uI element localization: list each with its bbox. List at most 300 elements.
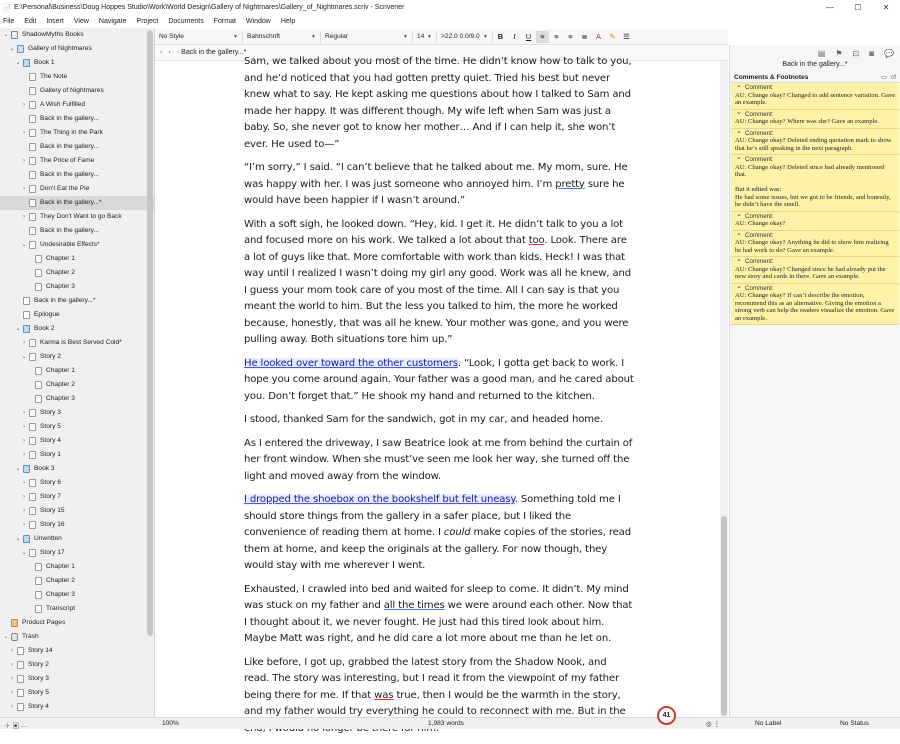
binder-item[interactable] [0, 546, 154, 560]
document-icon [29, 185, 36, 193]
binder-item-label: Chapter 1 [46, 563, 75, 570]
chevron-right-icon[interactable]: › [11, 704, 13, 710]
comment-header[interactable]: ⌄ Comment: [735, 156, 896, 164]
binder-item-label: ShadowMyths Books [22, 31, 84, 38]
highlight-icon[interactable]: ✎ [609, 32, 616, 41]
binder-item[interactable] [0, 644, 154, 658]
chevron-down-icon[interactable]: ⌄ [15, 60, 21, 66]
text-run: . “Look, I gotta get back to work. I hope you come around again. Your father was a good man, and he cared about you. Don’t forget that.” He shook my hand and returned to the kitchen. [244, 357, 634, 402]
add-comment-icon[interactable]: ▭ ⁣ cf [880, 74, 896, 81]
chevron-down-icon[interactable]: ⌄ [15, 326, 21, 332]
chevron-right-icon[interactable]: › [23, 214, 25, 220]
zoom-select[interactable]: 100% [162, 720, 179, 727]
binder-item-label: Story 2 [40, 353, 61, 360]
comment-header[interactable]: ⌄ Comment: [735, 213, 896, 221]
document-icon [29, 507, 36, 515]
binder-item-label: Book 2 [34, 325, 55, 332]
document-icon [29, 73, 36, 81]
document-icon [29, 451, 36, 459]
document-icon [11, 31, 18, 39]
binder-item-label: Undesirable Effects* [40, 241, 100, 248]
chevron-right-icon[interactable]: › [11, 662, 13, 668]
status-select[interactable]: No Status [840, 720, 869, 727]
text-run: Sam, we talked about you most of the time. He didn’t know how to talk to you, and he’d noticed that you had gotten pretty quiet. Tried his best but never knew what to say. He kept asking me questions about how I talked to Sam and made her happy. It was different though. My wife left when Sam was just a baby. So, she never got to know her mother… And if I can help it, she won’t ever. He used to—” [244, 56, 632, 150]
text-run: With a soft sigh, he looked down. “Hey, kid. I get it. He didn’t talk to you a lot and focused more on his work. We talked a lot about that [244, 218, 623, 246]
document-icon [29, 241, 36, 249]
label-select[interactable]: No Label [755, 720, 782, 727]
chevron-down-icon[interactable]: ⌄ [21, 354, 27, 360]
style-value: No Style [159, 33, 184, 40]
comment-card[interactable] [731, 129, 899, 156]
binder-item[interactable] [0, 434, 154, 448]
binder-item[interactable] [0, 406, 154, 420]
binder-item[interactable] [0, 658, 154, 672]
document-icon [11, 619, 18, 627]
document-icon [35, 591, 42, 599]
chevron-right-icon[interactable]: › [23, 158, 25, 164]
binder-item[interactable] [0, 56, 154, 70]
chevron-right-icon[interactable]: › [23, 508, 25, 514]
chevron-right-icon[interactable]: › [23, 494, 25, 500]
font-dropdown[interactable] [243, 31, 321, 43]
document-icon [29, 409, 36, 417]
text-run: we were around each other. Now that I thought about it, we never fought. He just had this tired look about him. Maybe Matt was right, and he did care a lot more about me than he let on. [244, 600, 633, 644]
chevron-down-icon[interactable]: ⌄ [15, 536, 21, 542]
align-left-icon[interactable]: ≡ [536, 31, 549, 43]
binder-item[interactable] [0, 70, 154, 84]
binder-item-label: Story 6 [40, 479, 61, 486]
binder-item[interactable] [0, 210, 154, 224]
document-icon [29, 353, 36, 361]
chevron-right-icon[interactable]: › [23, 480, 25, 486]
document-title[interactable]: Back in the gallery...* [181, 49, 247, 56]
binder-item-label: Story 2 [28, 661, 49, 668]
underline-button[interactable]: U [525, 32, 532, 41]
binder-item[interactable] [0, 602, 154, 616]
document-icon [29, 549, 36, 557]
inspector-title: Back in the gallery...* [782, 61, 848, 68]
chevron-down-icon[interactable]: ⌄ [21, 242, 27, 248]
binder-item-label: Chapter 1 [46, 255, 75, 262]
add-document-icon[interactable]: ＋ ▣ ··· [4, 723, 28, 730]
menu-file[interactable]: File [3, 18, 15, 25]
document-icon [29, 129, 36, 137]
document-icon [17, 661, 24, 669]
forward-arrow-icon[interactable]: › [168, 49, 171, 56]
comment-header[interactable]: ⌄ Comment: [735, 285, 896, 293]
editor-paragraph[interactable] [244, 492, 634, 575]
editor-paragraph[interactable] [244, 356, 634, 406]
binder-item-label: Chapter 3 [46, 591, 75, 598]
align-center-icon[interactable]: ≡ [554, 32, 559, 41]
binder-item[interactable] [0, 490, 154, 504]
text-run: make copies of the stories, read them at home, and keep the originals at the gallery. For now though, they would stay with me wherever I went. [244, 527, 631, 571]
text-run: . Something told me I should store things from the gallery in a safer place, but I liked the convenience of reading them at home. I [244, 494, 621, 538]
menu-format[interactable]: Format [213, 18, 236, 25]
chevron-right-icon[interactable]: › [23, 186, 25, 192]
chevron-right-icon[interactable]: › [23, 130, 25, 136]
binder-item[interactable] [0, 42, 154, 56]
comment-card[interactable] [731, 212, 899, 231]
comment-body[interactable]: AU: Change okay? If can’t describe the emotion, recommend this as an alternative. Giving the emotion a strong verb can help the readers visualize the emotion. Gave an example. [735, 292, 895, 322]
chevron-down-icon[interactable]: ⌄ [9, 46, 15, 52]
binder-item[interactable] [0, 140, 154, 154]
binder-item-label: Story 4 [28, 703, 49, 710]
binder-item[interactable] [0, 392, 154, 406]
binder-item-label: Chapter 2 [46, 269, 75, 276]
text-run: pretty [555, 178, 585, 190]
editor-text[interactable] [244, 54, 634, 744]
text-run: sure he would have been happier if I wasn’t around.” [244, 178, 625, 206]
binder-item[interactable] [0, 574, 154, 588]
binder-item-label: Transcript [46, 605, 76, 612]
chevron-right-icon[interactable]: › [23, 424, 25, 430]
binder-item[interactable] [0, 630, 154, 644]
comment-card[interactable] [731, 257, 899, 284]
close-button[interactable]: ✕ [882, 3, 890, 12]
binder-item-label: The Note [40, 73, 68, 80]
binder-item-label: Story 5 [28, 689, 49, 696]
comment-header[interactable]: ⌄ Comment: [735, 232, 896, 240]
document-icon [17, 689, 24, 697]
text-run: I stood, thanked Sam for the sandwich, got in my car, and headed home. [244, 414, 604, 425]
chevron-right-icon[interactable]: › [23, 452, 25, 458]
title-bar [0, 0, 900, 15]
binder-item[interactable] [0, 686, 154, 700]
binder-item[interactable] [0, 294, 154, 308]
metadata-icon[interactable]: ⊡ [852, 48, 860, 58]
menu-help[interactable]: Help [280, 18, 296, 25]
menu-documents[interactable]: Documents [168, 18, 204, 25]
document-icon [35, 605, 42, 613]
text-run: . Look. There are a lot of guys like that. More comfortable with work than kids. Heck! I was that way until I realized I wasn’t doing my girl any good. Work was all he knew, and I guess your mom took care of you most of the time. All I can say is that you meant the world to him. But the less you talked to him, the more he worked because, honestly, that was all he knew. Your mother was gone, and you were pulling away. Both situations tore him up.” [244, 235, 631, 345]
chevron-down-icon: ▼ [427, 33, 432, 40]
align-right-icon[interactable]: ≡ [568, 32, 573, 41]
commented-text[interactable]: He looked over toward the other customers [244, 357, 458, 369]
binder-item[interactable] [0, 84, 154, 98]
document-icon [29, 437, 36, 445]
binder-item[interactable] [0, 238, 154, 252]
binder-item[interactable] [0, 616, 154, 630]
comment-body[interactable]: AU: Change okay? Anything he did to show him realizing he had work to do? Gave an example. [735, 239, 889, 254]
editor-paragraph[interactable] [244, 54, 634, 153]
binder-item-label: Story 5 [40, 423, 61, 430]
document-icon [29, 339, 36, 347]
inspector-toolbar [730, 45, 900, 61]
window-title: E:\Personal\Business\Doug Hoppes Studio\Work\World Design\Gallery of Nightmares\Gallery_of_Nightmares.scriv - Scrivener [14, 4, 405, 11]
binder-item-label: Story 3 [28, 675, 49, 682]
document-icon [23, 297, 30, 305]
menu-edit[interactable]: Edit [24, 18, 37, 25]
document-icon [29, 521, 36, 529]
document-icon [29, 227, 36, 235]
binder-item[interactable] [0, 420, 154, 434]
document-icon [35, 563, 42, 571]
editor-paragraph[interactable] [244, 160, 634, 210]
binder-item-label: Back in the gallery... [40, 115, 99, 122]
align-justify-icon[interactable]: ≣ [581, 32, 588, 41]
binder-item[interactable] [0, 112, 154, 126]
binder-item-label: Chapter 3 [46, 395, 75, 402]
comment-body[interactable]: AU: Change okay? Changed since he had already put the new story and cards in there. Gave an example. [735, 265, 886, 280]
binder-item-label: Don't Eat the Pie [40, 185, 90, 192]
binder-item[interactable] [0, 700, 154, 714]
menu-window[interactable]: Window [245, 18, 271, 25]
chevron-down-icon[interactable]: ⌄ [3, 634, 9, 640]
document-icon [29, 157, 36, 165]
binder-item-label: Back in the gallery...* [34, 297, 96, 304]
binder-item-label: Book 3 [34, 465, 55, 472]
binder-item[interactable] [0, 126, 154, 140]
text-run: “I’m sorry,” I said. “I can’t believe that he talked about me. My mom, sure. He was happy with her. I was just someone who annoyed him. I’m [244, 162, 628, 190]
editor-paragraph[interactable] [244, 436, 634, 486]
target-icon[interactable]: ◎ ⋮ [706, 721, 721, 728]
folder-icon [17, 45, 24, 53]
format-bar [155, 29, 728, 45]
size-value: 14 [417, 33, 425, 40]
binder-item[interactable] [0, 280, 154, 294]
binder-item[interactable] [0, 462, 154, 476]
menu-bar [0, 15, 900, 28]
binder-item-label: Gallery of Nightmares [28, 45, 92, 52]
comment-card[interactable] [731, 83, 899, 110]
binder-item-label: Story 4 [40, 437, 61, 444]
comment-body[interactable]: AU: Change okay? Where was she? Gave an example. [735, 118, 879, 125]
document-icon [29, 115, 36, 123]
document-icon [29, 423, 36, 431]
chevron-right-icon[interactable]: › [11, 690, 13, 696]
text-run: As I entered the driveway, I saw Beatrice look at me from behind the curtain of her front window. When she must’ve seen me look her way, she turned off the light and moved away from the window. [244, 437, 633, 482]
comment-header[interactable]: ⌄ Comment: [735, 111, 896, 119]
binder-item-label: Chapter 2 [46, 577, 75, 584]
document-icon [23, 311, 30, 319]
binder-item[interactable] [0, 168, 154, 182]
binder-item[interactable] [0, 196, 154, 210]
binder-item[interactable] [0, 224, 154, 238]
binder-item[interactable] [0, 560, 154, 574]
size-dropdown[interactable] [413, 31, 437, 43]
text-run: too [528, 235, 545, 246]
comments-icon[interactable]: 💬 [884, 48, 894, 58]
binder-item[interactable] [0, 588, 154, 602]
comment-body[interactable]: AU: Change okay? [735, 220, 786, 227]
text-run: all the times [383, 600, 445, 611]
folder-icon [23, 325, 30, 333]
minimize-button[interactable]: — [826, 3, 834, 12]
spacing-value: >22.0 0.0/9.0 [441, 33, 480, 40]
trash-icon [11, 633, 18, 641]
commented-text[interactable]: I dropped the shoebox on the bookshelf but felt uneasy [244, 494, 515, 505]
binder-item-label: A Wish Fulfilled [40, 101, 86, 108]
binder-item-label: The Price of Fame [40, 157, 95, 164]
comment-header[interactable]: ⌄ Comment: [735, 258, 896, 266]
text-run: Like before, I got up, grabbed the latest story from the Shadow Nook, and read. The story was interesting, but I read it from the viewpoint of my father being there for me. If that [244, 656, 619, 701]
editor-scroll-thumb[interactable] [721, 516, 727, 716]
binder-item[interactable] [0, 518, 154, 532]
weight-dropdown[interactable] [321, 31, 413, 43]
document-icon [35, 269, 42, 277]
document-icon [17, 703, 24, 711]
chevron-right-icon[interactable]: › [23, 102, 25, 108]
comment-body[interactable]: AU: Change okay? Changed to add sentence variation. Gave an example. [735, 91, 896, 106]
menu-project[interactable]: Project [136, 18, 159, 25]
editor-paragraph[interactable] [244, 412, 634, 429]
notification-badge[interactable]: 41 [657, 706, 676, 725]
binder-item-label: They Don't Want to go Back [40, 213, 122, 220]
chevron-down-icon: ▼ [233, 33, 238, 40]
binder-item-label: Story 17 [40, 549, 65, 556]
chevron-down-icon[interactable]: ⌄ [15, 466, 21, 472]
style-dropdown[interactable] [155, 31, 243, 43]
text-run: Exhausted, I crawled into bed and waited for sleep to come. It didn’t. My mind was stuck on my father and [244, 583, 629, 611]
binder-item[interactable] [0, 448, 154, 462]
menu-view[interactable]: View [73, 18, 89, 25]
document-icon [29, 143, 36, 151]
comment-header[interactable]: ⌄ Comment: [735, 84, 896, 92]
document-icon [35, 255, 42, 263]
text-color-icon[interactable]: A [595, 32, 601, 41]
binder-item-label: Story 14 [28, 647, 53, 654]
document-icon [29, 479, 36, 487]
font-value: Bahnschrift [247, 33, 280, 40]
text-run: could [443, 527, 471, 538]
comment-body[interactable]: AU: Change okay? Deleted since had already mentioned that. But it edited was: He had some issues, but we got to be friends, and honestly, he didn’t have the smell. [735, 163, 891, 208]
notes-icon[interactable]: ▤ [817, 48, 826, 58]
document-icon [17, 647, 24, 655]
chevron-down-icon: ▼ [403, 33, 408, 40]
binder-item-label: Story 3 [40, 409, 61, 416]
inspector-panel [729, 45, 900, 717]
binder-item-label: Chapter 2 [46, 381, 75, 388]
chevron-right-icon[interactable]: › [23, 438, 25, 444]
binder-list [0, 28, 154, 714]
text-run: true, then I would be the warmth in the story, and my father would try everything he could to reconnect with me. But in the [244, 689, 626, 717]
comment-card[interactable] [731, 110, 899, 129]
binder-item-label: Back in the gallery... [40, 227, 99, 234]
comments-header [730, 72, 900, 83]
menu-insert[interactable]: Insert [46, 18, 64, 25]
binder-item-label: Back in the gallery... [40, 171, 99, 178]
binder-item[interactable] [0, 322, 154, 336]
binder-scrollbar[interactable] [147, 30, 153, 636]
back-arrow-icon[interactable]: ‹ [160, 49, 163, 56]
binder-sidebar [0, 28, 155, 717]
chevron-right-icon[interactable]: › [23, 340, 25, 346]
menu-navigate[interactable]: Navigate [98, 18, 127, 25]
chevron-right-icon[interactable]: › [11, 676, 13, 682]
folder-icon [23, 465, 30, 473]
status-bar [0, 717, 900, 729]
bold-button[interactable]: B [497, 32, 504, 41]
binder-item[interactable] [0, 266, 154, 280]
folder-icon [23, 535, 30, 543]
binder-item[interactable] [0, 154, 154, 168]
chevron-down-icon: ▼ [483, 33, 488, 40]
binder-item[interactable] [0, 350, 154, 364]
document-icon [35, 577, 42, 585]
binder-item-label: Epilogue [34, 311, 60, 318]
binder-item[interactable] [0, 476, 154, 490]
binder-item-label: Story 16 [40, 521, 65, 528]
weight-value: Regular [325, 33, 349, 40]
comment-card[interactable] [731, 284, 899, 326]
binder-item[interactable] [0, 532, 154, 546]
chevron-down-icon[interactable]: ⌄ [21, 550, 27, 556]
binder-item[interactable] [0, 98, 154, 112]
document-icon [35, 381, 42, 389]
document-icon [35, 283, 42, 291]
chevron-down-icon[interactable]: ⌄ [3, 32, 9, 38]
binder-item-label: Book 1 [34, 59, 55, 66]
editor-scrollbar[interactable] [720, 61, 728, 717]
binder-item-label: Unwritten [34, 535, 62, 542]
document-icon [29, 213, 36, 221]
binder-item[interactable] [0, 364, 154, 378]
binder-item[interactable] [0, 672, 154, 686]
binder-item-label: The Thing in the Park [40, 129, 103, 136]
binder-item-label: Product Pages [22, 619, 66, 626]
editor-paragraph[interactable] [244, 217, 634, 349]
document-icon [29, 171, 36, 179]
binder-item[interactable] [0, 28, 154, 42]
binder-item-label: Chapter 1 [46, 367, 75, 374]
comment-card[interactable] [731, 231, 899, 258]
binder-item[interactable] [0, 336, 154, 350]
binder-item[interactable] [0, 308, 154, 322]
chevron-right-icon[interactable]: › [11, 648, 13, 654]
comment-card[interactable] [731, 155, 899, 212]
binder-item[interactable] [0, 182, 154, 196]
binder-item-label: Gallery of Nightmares [40, 87, 104, 94]
comment-body[interactable]: AU: Change okay? Deleted ending quotation mark to show that he’s still speaking in the next paragraph. [735, 137, 892, 152]
binder-item-label: Back in the gallery...* [40, 199, 102, 206]
document-icon [35, 395, 42, 403]
binder-item-label: Trash [22, 633, 39, 640]
binder-item-label: Karma is Best Served Cold* [40, 339, 122, 346]
maximize-button[interactable]: ☐ [854, 3, 862, 12]
text-run: was [374, 689, 394, 701]
binder-item-label: Story 15 [40, 507, 65, 514]
binder-item-label: Back in the gallery... [40, 143, 99, 150]
list-icon[interactable]: ☰ [623, 32, 630, 41]
editor-paragraph[interactable] [244, 582, 634, 648]
bookmark-icon[interactable]: ⚑ [835, 48, 843, 58]
folder-icon [23, 59, 30, 67]
binder-item[interactable] [0, 252, 154, 266]
document-icon [17, 675, 24, 683]
comment-header[interactable]: ⌄ Comment: [735, 130, 896, 138]
app-icon: 📄 [2, 4, 12, 12]
spacing-dropdown[interactable] [437, 31, 493, 43]
snapshot-icon[interactable]: ◙ [869, 48, 875, 58]
binder-item-label: Chapter 3 [46, 283, 75, 290]
document-icon [29, 101, 36, 109]
chevron-right-icon[interactable]: › [23, 410, 25, 416]
editor-pane[interactable] [155, 56, 721, 717]
binder-item-label: Story 7 [40, 493, 61, 500]
document-icon: ▫ [176, 49, 180, 56]
binder-item[interactable] [0, 504, 154, 518]
document-icon [35, 367, 42, 375]
chevron-right-icon[interactable]: › [23, 522, 25, 528]
document-icon [29, 493, 36, 501]
comments-section-label: Comments & Footnotes [734, 73, 809, 81]
document-icon [29, 87, 36, 95]
chevron-down-icon: ▼ [311, 33, 316, 40]
italic-button[interactable]: I [513, 32, 516, 41]
word-count: 1,983 words [428, 720, 464, 727]
binder-item[interactable] [0, 378, 154, 392]
